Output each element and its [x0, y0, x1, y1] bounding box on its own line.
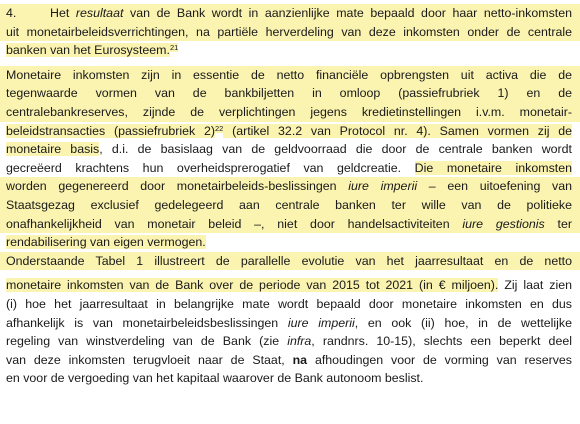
footnote-ref-21[interactable]: 21 — [169, 43, 179, 53]
paragraph-monetary-line-1: Monetaire inkomsten zijn in essentie de netto financiële opbrengsten uit activa die de — [0, 66, 580, 85]
paragraph-table-line-3: (i) hoe het jaarresultaat in belangrijke mate wordt bepaald door monetaire inkomsten en dus — [6, 297, 572, 311]
paragraph-4-line-1: 4. Het resultaat van de Bank wordt in aanzienlijke mate bepaald door haar netto-inkomsten — [0, 4, 580, 23]
paragraph-monetary-line-9: onafhankelijkheid van monetair beleid –, niet door handelsactiviteiten iure gestionis ter — [0, 215, 580, 234]
paragraph-table-line-1: Onderstaande Tabel 1 illustreert de parallelle evolutie van het jaarresultaat en de netto — [0, 252, 580, 271]
paragraph-monetary-line-6: gecreëerd krachtens hun overheidsprerogatief van geldcreatie. Die monetaire inkomsten — [6, 160, 572, 175]
paragraph-monetary-line-4: beleidstransacties (passiefrubriek 2)$^{22}$ (artikel 32.2 van Protocol nr. 4). Samen vormen zij de — [6, 123, 572, 138]
paragraph-monetary-line-2: tegenwaarde vormen van de bankbiljetten in omloop (passiefrubriek 1) en de — [0, 84, 580, 103]
paragraph-4-line-3: banken van het Eurosysteem.$^{21}$ — [6, 43, 179, 58]
paragraph-table-line-4: afhankelijk is van monetairbeleidsbeslissingen iure imperii, en ook (ii) hoe, in de wettelijke — [6, 315, 573, 330]
paragraph-table-line-2: monetaire inkomsten van de Bank over de periode van 2015 tot 2021 (in € miljoen). Zij laat zien — [6, 278, 572, 293]
paragraph-monetary-line-7: worden gegenereerd door monetairbeleids-beslissingen iure imperii – een uitoefening van — [0, 177, 580, 196]
paragraph-table-line-5: regeling van winstverdeling van de Bank (zie infra, randnrs. 10-15), slechts een beperkt deel — [6, 334, 572, 349]
paragraph-monetary-line-5: monetaire basis, d.i. de basislaag van de geldvoorraad die door de centrale banken wordt — [6, 142, 573, 157]
paragraph-4-line-2: uit monetairbeleidsverrichtingen, na partiële herverdeling van deze inkomsten onder de centrale — [0, 23, 580, 42]
paragraph-monetary-line-10: rendabilisering van eigen vermogen. — [6, 235, 206, 250]
paragraph-monetary-line-8: Staatsgezag exclusief gedelegeerd aan centrale banken ter wille van de politieke — [0, 196, 580, 215]
paragraph-table-line-7: en voor de vergoeding van het kapitaal waarover de Bank autonoom beslist. — [6, 371, 424, 386]
paragraph-number: 4. — [6, 6, 17, 20]
paragraph-table-line-6: van deze inkomsten terugvloeit naar de Staat, na afhoudingen voor de vorming van reserves — [6, 352, 572, 367]
paragraph-monetary-line-3: centralebankreserves, zijnde de verplichtingen jegens kredietinstellingen i.v.m. monetair- — [0, 103, 580, 122]
footnote-ref-22[interactable]: 22 — [214, 123, 224, 133]
